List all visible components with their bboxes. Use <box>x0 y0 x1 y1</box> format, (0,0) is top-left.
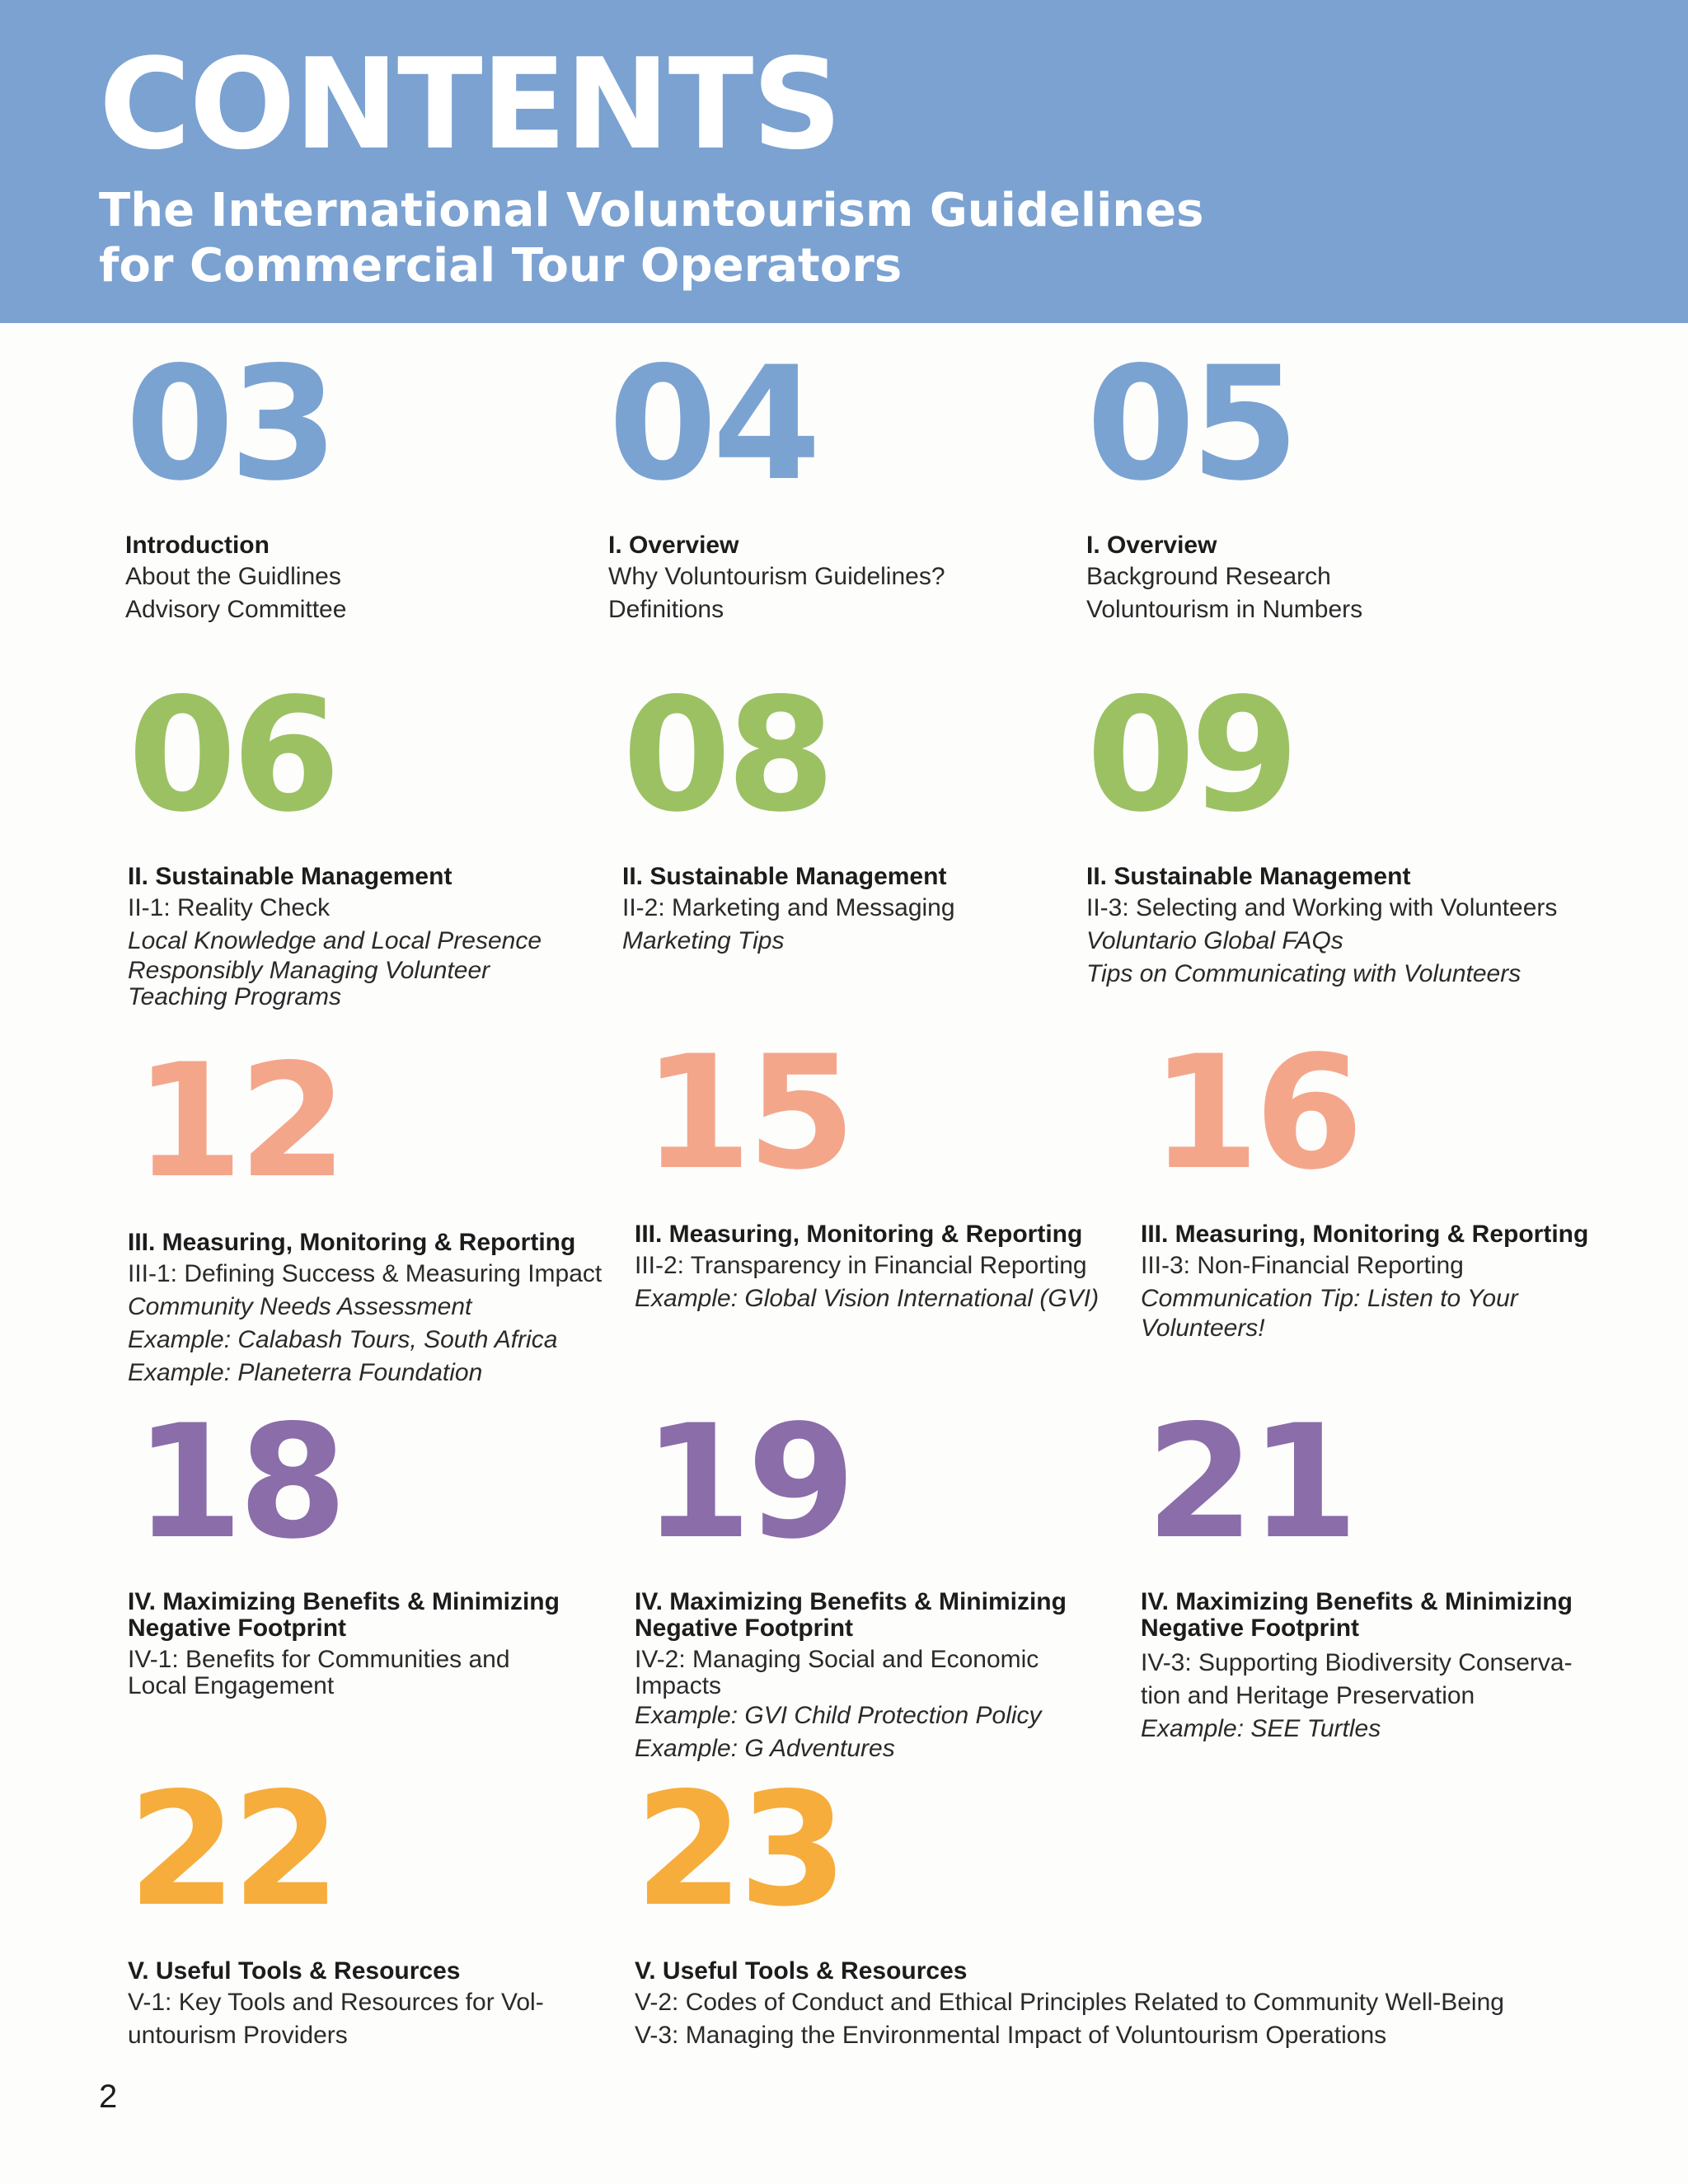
page-number-large: 21 <box>1146 1391 1354 1573</box>
page-number-large: 19 <box>643 1391 851 1573</box>
toc-entry-03[interactable] <box>125 333 347 626</box>
toc-subitem: Example: SEE Turtles <box>1141 1715 1381 1742</box>
page-number-large: 08 <box>622 664 831 846</box>
section-heading: II. Sustainable Management <box>128 863 452 890</box>
toc-subitem: Voluntario Global FAQs <box>1086 927 1343 954</box>
section-heading: I. Overview <box>608 532 739 559</box>
header-banner <box>0 0 1688 323</box>
page-number-large: 22 <box>128 1759 336 1941</box>
toc-subitem: III-3: Non-Financial Reporting <box>1141 1252 1464 1279</box>
toc-subitem: Local Knowledge and Local Presence <box>128 927 542 954</box>
toc-subitem: Example: GVI Child Protection Policy <box>635 1702 1042 1729</box>
toc-subitem: V-3: Managing the Environmental Impact of Voluntourism Operations <box>635 2022 1387 2049</box>
toc-subitem: IV-1: Benefits for Communities and <box>128 1646 510 1673</box>
toc-subitem: Example: Planeterra Foundation <box>128 1359 483 1386</box>
toc-subitem: Definitions <box>608 596 724 623</box>
toc-entry-16[interactable] <box>1141 1022 1589 1342</box>
toc-entry-21[interactable] <box>1141 1391 1573 1746</box>
section-heading: III. Measuring, Monitoring & Reporting <box>128 1229 576 1256</box>
toc-subitem: V-2: Codes of Conduct and Ethical Principles Related to Community Well-Being <box>635 1989 1504 2016</box>
toc-subitem: tion and Heritage Preservation <box>1141 1682 1475 1709</box>
section-heading: II. Sustainable Management <box>622 863 947 890</box>
toc-subitem: Teaching Programs <box>128 983 342 1010</box>
subtitle-line-2: for Commercial Tour Operators <box>99 239 903 293</box>
section-heading: Introduction <box>125 532 270 559</box>
document-subtitle <box>99 183 1335 293</box>
toc-subitem: II-1: Reality Check <box>128 894 331 921</box>
page-number-large: 03 <box>125 333 334 515</box>
toc-entry-12[interactable] <box>128 1030 603 1390</box>
section-heading: V. Useful Tools & Resources <box>128 1957 461 1985</box>
toc-subitem: IV-3: Supporting Biodiversity Conserva- <box>1141 1649 1573 1676</box>
toc-subitem: Impacts <box>635 1672 722 1699</box>
toc-subitem: Example: Calabash Tours, South Africa <box>128 1326 558 1353</box>
toc-subitem: Volunteers! <box>1141 1315 1265 1342</box>
section-heading: III. Measuring, Monitoring & Reporting <box>635 1221 1083 1248</box>
toc-entry-05[interactable] <box>1086 333 1363 626</box>
toc-subitem: Example: Global Vision International (GVI) <box>635 1285 1100 1312</box>
toc-entry-04[interactable] <box>608 333 945 626</box>
toc-subitem: V-1: Key Tools and Resources for Vol- <box>128 1989 544 2016</box>
page-number-large: 23 <box>635 1759 843 1941</box>
toc-entry-09[interactable] <box>1086 664 1558 991</box>
page-number-large: 09 <box>1086 664 1295 846</box>
toc-subitem: Background Research <box>1086 563 1331 590</box>
toc-subitem: Responsibly Managing Volunteer <box>128 957 490 984</box>
page-title: CONTENTS <box>99 31 841 177</box>
page-number-large: 16 <box>1151 1022 1359 1204</box>
toc-subitem: Tips on Communicating with Volunteers <box>1086 960 1522 987</box>
toc-entry-18[interactable] <box>128 1391 560 1699</box>
toc-subitem: II-2: Marketing and Messaging <box>622 894 955 921</box>
toc-subitem: Communication Tip: Listen to Your <box>1141 1285 1518 1312</box>
section-heading: IV. Maximizing Benefits & Minimizing <box>128 1588 560 1615</box>
toc-entry-08[interactable] <box>622 664 955 958</box>
toc-subitem: II-3: Selecting and Working with Volunteers <box>1086 894 1558 921</box>
toc-subitem: III-1: Defining Success & Measuring Impact <box>128 1260 603 1287</box>
section-heading-continued: Negative Footprint <box>1141 1615 1360 1642</box>
toc-subitem: IV-2: Managing Social and Economic <box>635 1646 1039 1673</box>
toc-subitem: Marketing Tips <box>622 927 785 954</box>
section-heading: V. Useful Tools & Resources <box>635 1957 968 1985</box>
toc-subitem: Example: G Adventures <box>635 1735 895 1762</box>
toc-entry-23[interactable] <box>635 1759 1504 2052</box>
page-number-large: 18 <box>134 1391 343 1573</box>
page-number-large: 15 <box>643 1022 851 1204</box>
subtitle-line-1: The International Voluntourism Guidelines <box>99 184 1204 237</box>
footer-page-number: 2 <box>99 2079 118 2115</box>
section-heading-continued: Negative Footprint <box>128 1615 347 1642</box>
toc-subitem: About the Guidlines <box>125 563 341 590</box>
toc-entry-22[interactable] <box>128 1759 544 2052</box>
toc-subitem: untourism Providers <box>128 2022 348 2049</box>
page-number-large: 06 <box>128 664 336 846</box>
section-heading: IV. Maximizing Benefits & Minimizing <box>635 1588 1067 1615</box>
page-number-large: 05 <box>1086 333 1295 515</box>
section-heading: III. Measuring, Monitoring & Reporting <box>1141 1221 1589 1248</box>
toc-entry-06[interactable] <box>128 664 542 1010</box>
page-number-large: 12 <box>134 1030 343 1212</box>
toc-entry-19[interactable] <box>635 1391 1067 1765</box>
toc-subitem: Why Voluntourism Guidelines? <box>608 563 945 590</box>
toc-subitem: Local Engagement <box>128 1672 335 1699</box>
toc-subitem: III-2: Transparency in Financial Reporting <box>635 1252 1087 1279</box>
section-heading: II. Sustainable Management <box>1086 863 1411 890</box>
page-number-large: 04 <box>608 333 817 515</box>
section-heading: IV. Maximizing Benefits & Minimizing <box>1141 1588 1573 1615</box>
toc-subitem: Advisory Committee <box>125 596 347 623</box>
section-heading: I. Overview <box>1086 532 1217 559</box>
toc-subitem: Voluntourism in Numbers <box>1086 596 1363 623</box>
toc-entry-15[interactable] <box>635 1022 1100 1315</box>
section-heading-continued: Negative Footprint <box>635 1615 854 1642</box>
toc-subitem: Community Needs Assessment <box>128 1293 472 1320</box>
